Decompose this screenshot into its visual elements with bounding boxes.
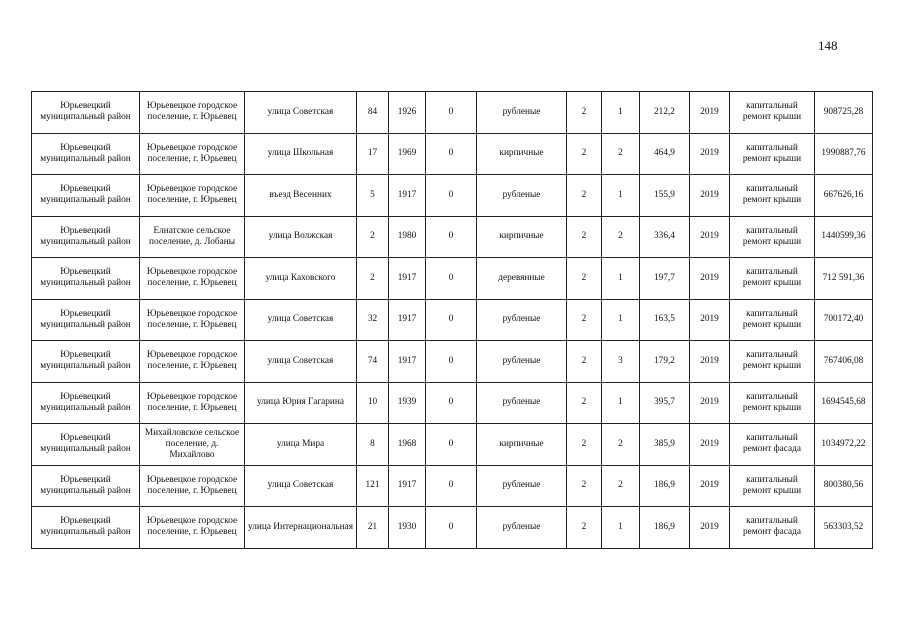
entrances-cell: 2 xyxy=(602,465,640,507)
build-year-cell: 1969 xyxy=(389,133,426,175)
district-cell: Юрьевецкий муниципальный район xyxy=(32,299,140,341)
house-number-cell: 8 xyxy=(357,424,389,466)
work-type-cell: капитальный ремонт крыши xyxy=(730,382,815,424)
build-year-cell: 1939 xyxy=(389,382,426,424)
settlement-cell: Юрьевецкое городское поселение, г. Юрьевец xyxy=(140,92,245,134)
work-type-cell: капитальный ремонт крыши xyxy=(730,465,815,507)
zero-value-cell: 0 xyxy=(426,216,477,258)
plan-year-cell: 2019 xyxy=(690,133,730,175)
house-number-cell: 121 xyxy=(357,465,389,507)
settlement-cell: Юрьевецкое городское поселение, г. Юрьевец xyxy=(140,341,245,383)
entrances-cell: 2 xyxy=(602,216,640,258)
entrances-cell: 1 xyxy=(602,92,640,134)
plan-year-cell: 2019 xyxy=(690,299,730,341)
district-cell: Юрьевецкий муниципальный район xyxy=(32,92,140,134)
district-cell: Юрьевецкий муниципальный район xyxy=(32,382,140,424)
district-cell: Юрьевецкий муниципальный район xyxy=(32,175,140,217)
plan-year-cell: 2019 xyxy=(690,216,730,258)
wall-material-cell: рубленые xyxy=(477,341,567,383)
street-cell: улица Юрия Гагарина xyxy=(245,382,357,424)
housing-repair-table xyxy=(31,91,873,549)
build-year-cell: 1930 xyxy=(389,507,426,549)
house-number-cell: 32 xyxy=(357,299,389,341)
cost-cell: 1034972,22 xyxy=(815,424,873,466)
table-body xyxy=(32,92,873,549)
build-year-cell: 1980 xyxy=(389,216,426,258)
zero-value-cell: 0 xyxy=(426,133,477,175)
district-cell: Юрьевецкий муниципальный район xyxy=(32,424,140,466)
zero-value-cell: 0 xyxy=(426,299,477,341)
wall-material-cell: кирпичные xyxy=(477,133,567,175)
cost-cell: 1440599,36 xyxy=(815,216,873,258)
zero-value-cell: 0 xyxy=(426,258,477,300)
entrances-cell: 1 xyxy=(602,507,640,549)
entrances-cell: 1 xyxy=(602,382,640,424)
settlement-cell: Юрьевецкое городское поселение, г. Юрьевец xyxy=(140,299,245,341)
street-cell: улица Школьная xyxy=(245,133,357,175)
wall-material-cell: рубленые xyxy=(477,92,567,134)
district-cell: Юрьевецкий муниципальный район xyxy=(32,341,140,383)
house-number-cell: 21 xyxy=(357,507,389,549)
build-year-cell: 1917 xyxy=(389,465,426,507)
street-cell: улица Советская xyxy=(245,341,357,383)
work-type-cell: капитальный ремонт крыши xyxy=(730,175,815,217)
table-row xyxy=(32,258,873,300)
entrances-cell: 1 xyxy=(602,175,640,217)
settlement-cell: Юрьевецкое городское поселение, г. Юрьевец xyxy=(140,507,245,549)
street-cell: улица Советская xyxy=(245,465,357,507)
entrances-cell: 1 xyxy=(602,258,640,300)
house-number-cell: 2 xyxy=(357,216,389,258)
area-cell: 155,9 xyxy=(640,175,690,217)
district-cell: Юрьевецкий муниципальный район xyxy=(32,465,140,507)
table-row xyxy=(32,424,873,466)
build-year-cell: 1926 xyxy=(389,92,426,134)
house-number-cell: 2 xyxy=(357,258,389,300)
cost-cell: 800380,56 xyxy=(815,465,873,507)
work-type-cell: капитальный ремонт фасада xyxy=(730,424,815,466)
plan-year-cell: 2019 xyxy=(690,175,730,217)
plan-year-cell: 2019 xyxy=(690,424,730,466)
street-cell: улица Интернациональная xyxy=(245,507,357,549)
area-cell: 212,2 xyxy=(640,92,690,134)
wall-material-cell: деревянные xyxy=(477,258,567,300)
plan-year-cell: 2019 xyxy=(690,465,730,507)
district-cell: Юрьевецкий муниципальный район xyxy=(32,258,140,300)
work-type-cell: капитальный ремонт крыши xyxy=(730,133,815,175)
street-cell: улица Советская xyxy=(245,299,357,341)
street-cell: улица Волжская xyxy=(245,216,357,258)
wall-material-cell: рубленые xyxy=(477,465,567,507)
zero-value-cell: 0 xyxy=(426,92,477,134)
wall-material-cell: рубленые xyxy=(477,175,567,217)
cost-cell: 1694545,68 xyxy=(815,382,873,424)
plan-year-cell: 2019 xyxy=(690,92,730,134)
floors-cell: 2 xyxy=(567,424,602,466)
floors-cell: 2 xyxy=(567,507,602,549)
area-cell: 186,9 xyxy=(640,507,690,549)
house-number-cell: 84 xyxy=(357,92,389,134)
wall-material-cell: рубленые xyxy=(477,382,567,424)
house-number-cell: 5 xyxy=(357,175,389,217)
street-cell: въезд Весенних xyxy=(245,175,357,217)
page-number: 148 xyxy=(818,38,838,53)
district-cell: Юрьевецкий муниципальный район xyxy=(32,216,140,258)
work-type-cell: капитальный ремонт крыши xyxy=(730,92,815,134)
build-year-cell: 1917 xyxy=(389,341,426,383)
area-cell: 197,7 xyxy=(640,258,690,300)
wall-material-cell: кирпичные xyxy=(477,424,567,466)
table-row xyxy=(32,341,873,383)
district-cell: Юрьевецкий муниципальный район xyxy=(32,133,140,175)
settlement-cell: Юрьевецкое городское поселение, г. Юрьевец xyxy=(140,133,245,175)
cost-cell: 712 591,36 xyxy=(815,258,873,300)
floors-cell: 2 xyxy=(567,258,602,300)
floors-cell: 2 xyxy=(567,465,602,507)
zero-value-cell: 0 xyxy=(426,341,477,383)
table-row xyxy=(32,92,873,134)
plan-year-cell: 2019 xyxy=(690,382,730,424)
work-type-cell: капитальный ремонт фасада xyxy=(730,507,815,549)
table-row xyxy=(32,507,873,549)
zero-value-cell: 0 xyxy=(426,465,477,507)
street-cell: улица Мира xyxy=(245,424,357,466)
settlement-cell: Михайловское сельское поселение, д. Михайлово xyxy=(140,424,245,466)
work-type-cell: капитальный ремонт крыши xyxy=(730,216,815,258)
build-year-cell: 1917 xyxy=(389,299,426,341)
table-row xyxy=(32,299,873,341)
settlement-cell: Юрьевецкое городское поселение, г. Юрьевец xyxy=(140,258,245,300)
zero-value-cell: 0 xyxy=(426,382,477,424)
floors-cell: 2 xyxy=(567,92,602,134)
plan-year-cell: 2019 xyxy=(690,258,730,300)
house-number-cell: 17 xyxy=(357,133,389,175)
table-row xyxy=(32,175,873,217)
table-row xyxy=(32,465,873,507)
area-cell: 385,9 xyxy=(640,424,690,466)
floors-cell: 2 xyxy=(567,216,602,258)
plan-year-cell: 2019 xyxy=(690,507,730,549)
table-row xyxy=(32,382,873,424)
house-number-cell: 74 xyxy=(357,341,389,383)
area-cell: 186,9 xyxy=(640,465,690,507)
wall-material-cell: рубленые xyxy=(477,299,567,341)
wall-material-cell: рубленые xyxy=(477,507,567,549)
entrances-cell: 2 xyxy=(602,424,640,466)
area-cell: 163,5 xyxy=(640,299,690,341)
cost-cell: 563303,52 xyxy=(815,507,873,549)
work-type-cell: капитальный ремонт крыши xyxy=(730,341,815,383)
street-cell: улица Советская xyxy=(245,92,357,134)
work-type-cell: капитальный ремонт крыши xyxy=(730,299,815,341)
cost-cell: 767406,08 xyxy=(815,341,873,383)
cost-cell: 700172,40 xyxy=(815,299,873,341)
area-cell: 464,9 xyxy=(640,133,690,175)
street-cell: улица Каховского xyxy=(245,258,357,300)
table-row xyxy=(32,133,873,175)
floors-cell: 2 xyxy=(567,175,602,217)
build-year-cell: 1917 xyxy=(389,258,426,300)
settlement-cell: Юрьевецкое городское поселение, г. Юрьевец xyxy=(140,382,245,424)
cost-cell: 1990887,76 xyxy=(815,133,873,175)
wall-material-cell: кирпичные xyxy=(477,216,567,258)
work-type-cell: капитальный ремонт крыши xyxy=(730,258,815,300)
plan-year-cell: 2019 xyxy=(690,341,730,383)
district-cell: Юрьевецкий муниципальный район xyxy=(32,507,140,549)
settlement-cell: Елнатское сельское поселение, д. Лобаны xyxy=(140,216,245,258)
entrances-cell: 2 xyxy=(602,133,640,175)
settlement-cell: Юрьевецкое городское поселение, г. Юрьевец xyxy=(140,175,245,217)
cost-cell: 908725,28 xyxy=(815,92,873,134)
table-row xyxy=(32,216,873,258)
entrances-cell: 3 xyxy=(602,341,640,383)
area-cell: 179,2 xyxy=(640,341,690,383)
cost-cell: 667626,16 xyxy=(815,175,873,217)
settlement-cell: Юрьевецкое городское поселение, г. Юрьевец xyxy=(140,465,245,507)
floors-cell: 2 xyxy=(567,133,602,175)
zero-value-cell: 0 xyxy=(426,424,477,466)
floors-cell: 2 xyxy=(567,341,602,383)
floors-cell: 2 xyxy=(567,382,602,424)
area-cell: 395,7 xyxy=(640,382,690,424)
build-year-cell: 1917 xyxy=(389,175,426,217)
zero-value-cell: 0 xyxy=(426,507,477,549)
entrances-cell: 1 xyxy=(602,299,640,341)
floors-cell: 2 xyxy=(567,299,602,341)
build-year-cell: 1968 xyxy=(389,424,426,466)
area-cell: 336,4 xyxy=(640,216,690,258)
zero-value-cell: 0 xyxy=(426,175,477,217)
house-number-cell: 10 xyxy=(357,382,389,424)
